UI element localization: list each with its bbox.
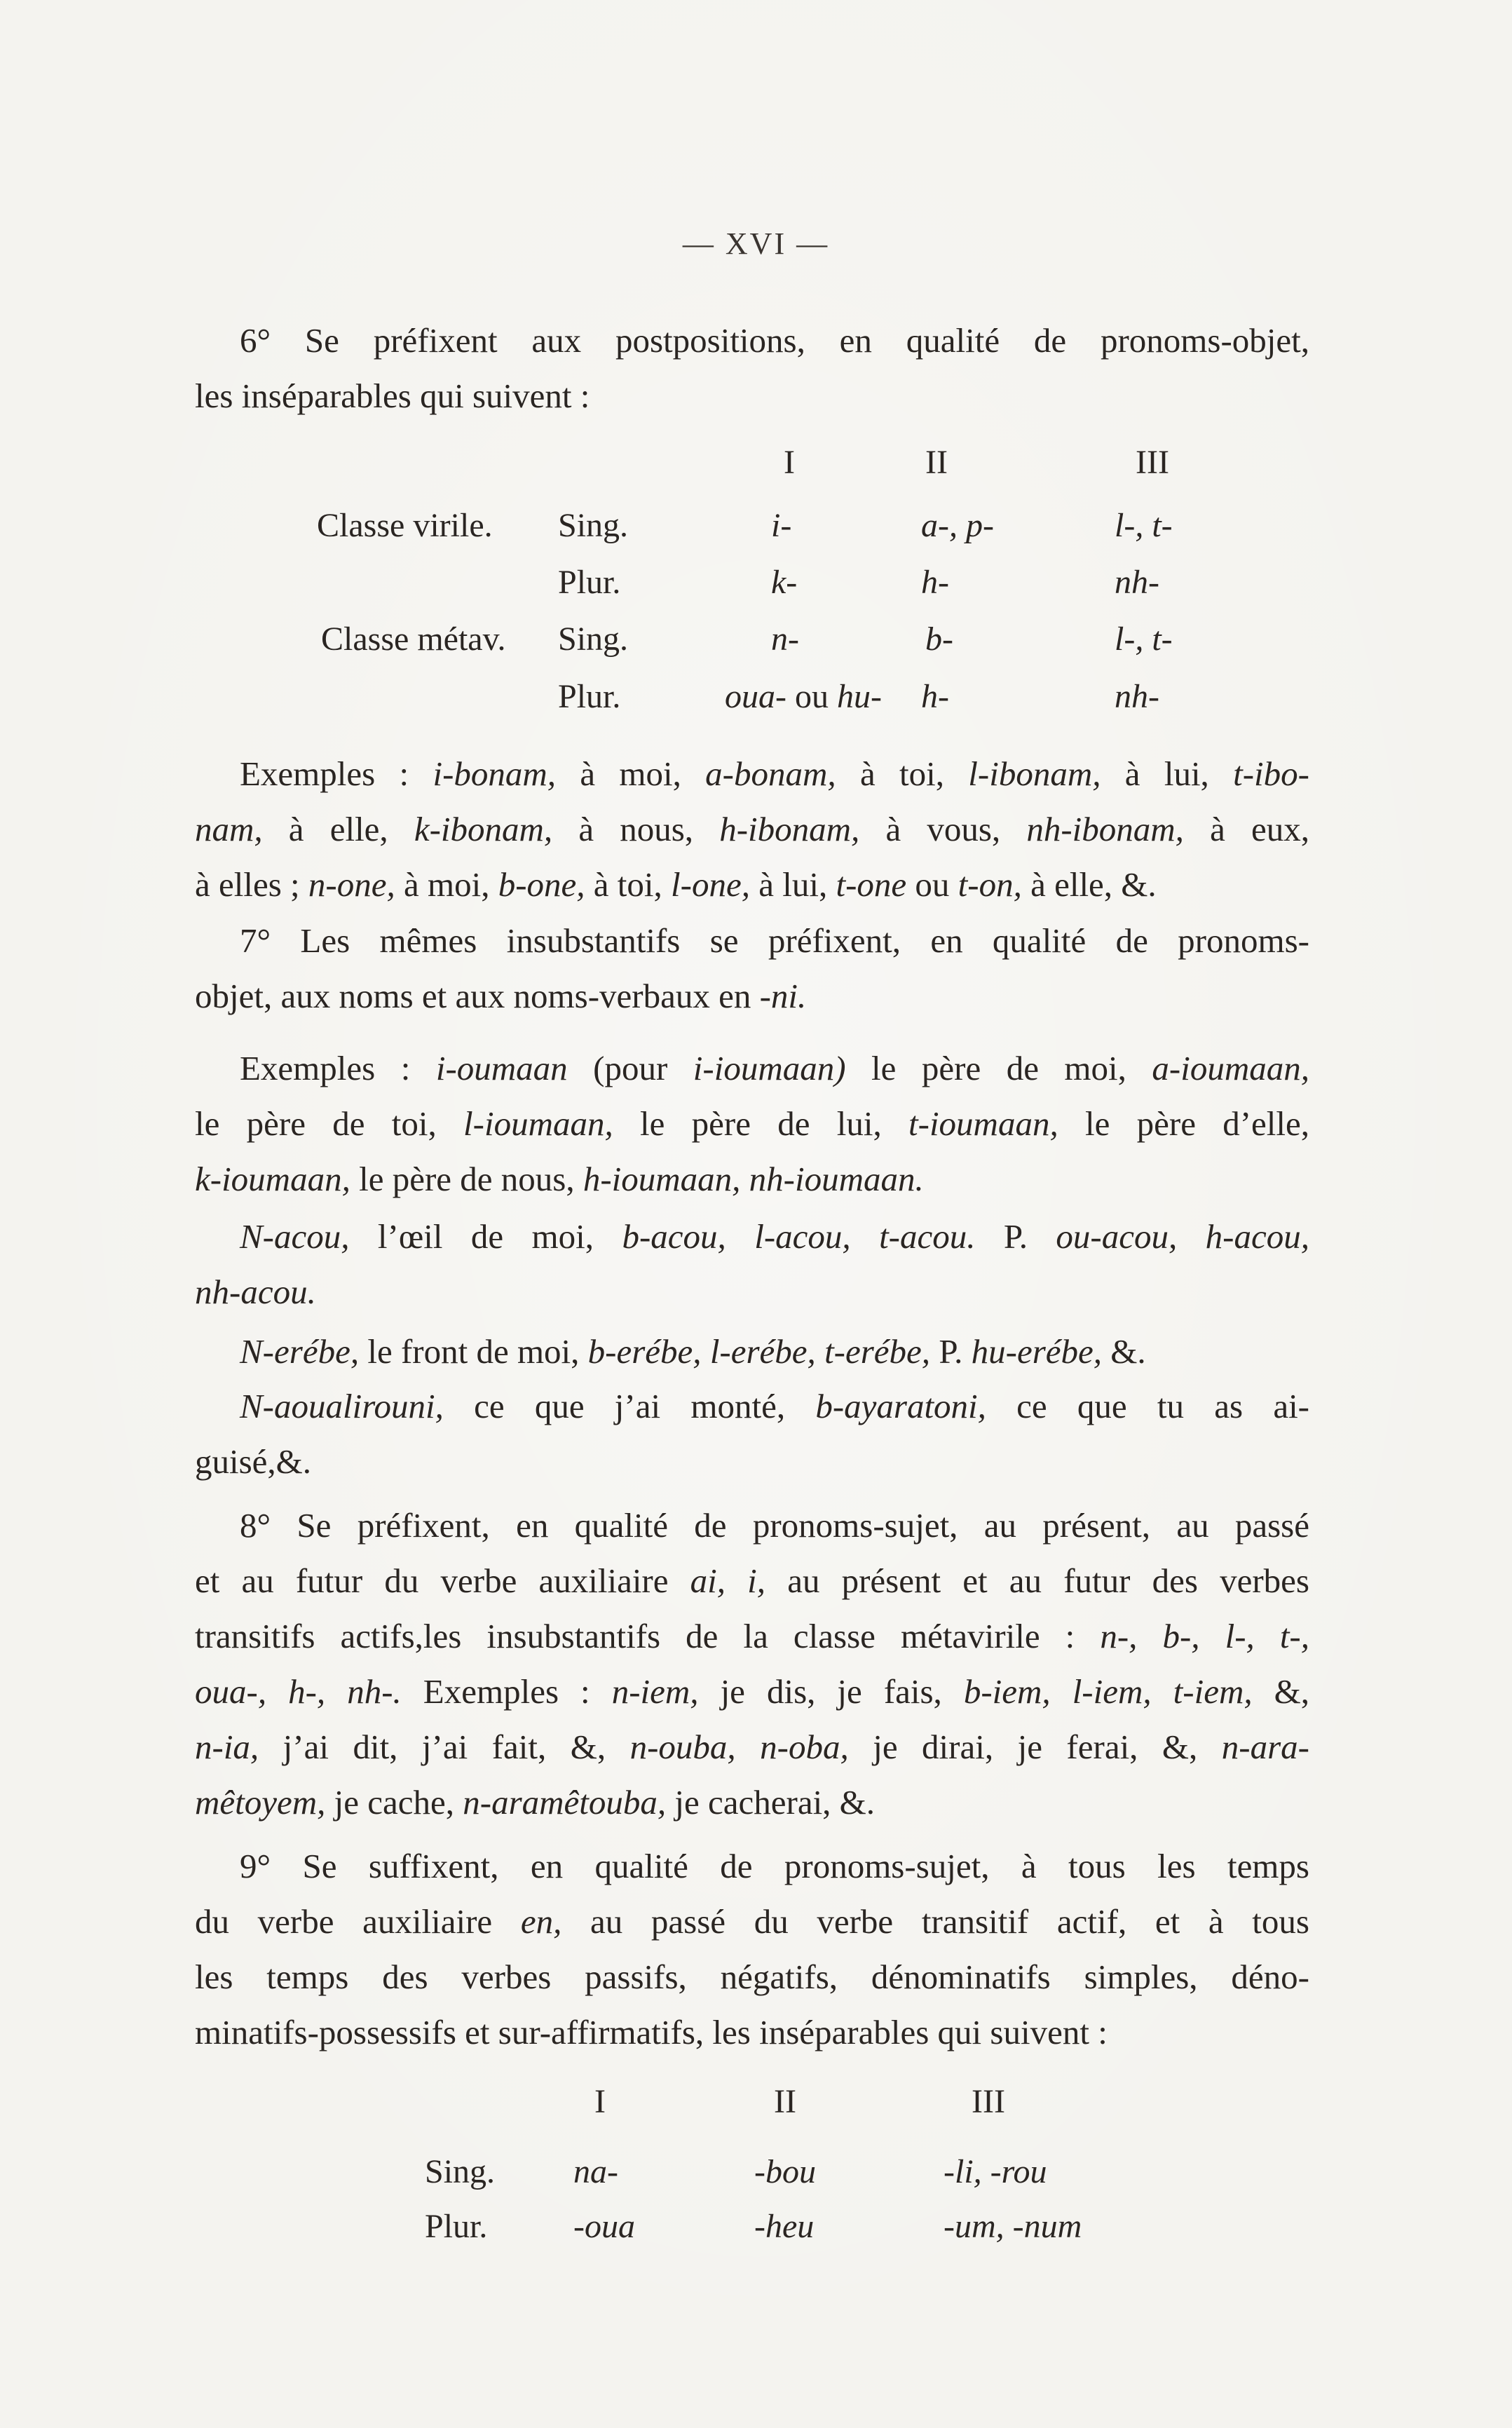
rule-8-paragraph (195, 1498, 1309, 1830)
table2-number-label: Sing. (425, 2153, 496, 2190)
text-segment: le père de toi, (195, 1104, 464, 1143)
italic-segment: k-ioumaan, (195, 1160, 350, 1198)
text-segment: à toi, (585, 865, 672, 904)
table1-cell: l-, t- (1115, 620, 1173, 658)
nerebe-paragraph (195, 1324, 1309, 1379)
table1-cell: n- (771, 620, 799, 658)
italic-segment: l-ioumaan, (463, 1104, 613, 1143)
italic-segment: i-ioumaan) (693, 1049, 846, 1087)
text-line (195, 1949, 1309, 2005)
text-segment: l’œil de moi, (349, 1217, 622, 1256)
text-segment: ou (786, 678, 837, 715)
text-segment: guisé,&. (195, 1442, 312, 1481)
table1-cell: i- (771, 507, 792, 544)
italic-segment: hu-erébe, (971, 1332, 1103, 1371)
italic-segment: t-on, (958, 865, 1022, 904)
table2-cell: -heu (754, 2208, 815, 2245)
examples-7-paragraph (195, 1040, 1309, 1207)
page-number: — XVI — (682, 226, 830, 261)
text-line (195, 1040, 1309, 1096)
italic-segment: b-ayaratoni, (815, 1387, 986, 1425)
text-segment: je cacherai, &. (666, 1783, 876, 1822)
text-segment: ou (906, 865, 958, 904)
table1-number-label: Plur. (558, 678, 621, 715)
text-segment: ce que tu as ai- (986, 1387, 1309, 1425)
text-segment: à moi, (395, 865, 498, 904)
italic-segment: nh-acou. (195, 1273, 316, 1311)
italic-segment: N-erébe, (240, 1332, 360, 1371)
table1-cell: nh- (1115, 564, 1159, 601)
italic-segment: N-aoualirouni, (240, 1387, 444, 1425)
table1-cell: l-, t- (1115, 507, 1173, 544)
table2-cell: -li, -rou (944, 2153, 1047, 2190)
text-segment: &. (1102, 1332, 1146, 1371)
italic-segment: ai, i, (690, 1561, 766, 1600)
italic-segment: t-acou. (879, 1217, 976, 1256)
table2-cell: -bou (754, 2153, 816, 2190)
text-line (195, 1608, 1309, 1664)
text-line (195, 857, 1309, 912)
table1-cell (725, 677, 882, 716)
text-segment (1177, 1217, 1205, 1256)
italic-segment: nam, (195, 810, 263, 848)
text-line (195, 1498, 1309, 1553)
text-segment: 6° Se préfixent aux postpositions, en qualité de pronoms-objet, (240, 321, 1309, 360)
text-line (195, 1324, 1309, 1379)
text-line (195, 1434, 1309, 1489)
text-segment: à nous, (552, 810, 720, 848)
text-segment: les inséparables qui suivent : (195, 377, 590, 415)
text-line (195, 1209, 1309, 1264)
italic-segment: l-ibonam, (968, 754, 1101, 793)
italic-segment: n-iem, (611, 1672, 699, 1711)
text-segment: 9° Se suffixent, en qualité de pronoms-sujet, à tous les temps (240, 1847, 1309, 1885)
italic-segment: t-ibo- (1233, 754, 1309, 793)
text-segment: le père de lui, (613, 1104, 909, 1143)
italic-segment: b-erébe, (587, 1332, 702, 1371)
table2-col-header-i: I (594, 2083, 606, 2120)
italic-segment: l-one, (671, 865, 750, 904)
italic-segment: b-one, (498, 865, 585, 904)
text-segment (740, 1160, 749, 1198)
nacou-paragraph (195, 1209, 1309, 1320)
table1-col-header-ii: II (925, 444, 948, 481)
text-line (195, 1894, 1309, 1949)
rule-7-paragraph (195, 913, 1309, 1024)
text-segment: au présent et au futur des verbes (765, 1561, 1309, 1600)
italic-segment: N-acou, (240, 1217, 350, 1256)
italic-segment: a-bonam, (705, 754, 836, 793)
text-line (195, 746, 1309, 801)
italic-segment: i-oumaan (435, 1049, 568, 1087)
text-segment: du verbe auxiliaire (195, 1902, 521, 1941)
text-segment: à eux, (1183, 810, 1309, 848)
text-line (195, 2005, 1309, 2060)
text-line (195, 1719, 1309, 1775)
text-segment: à lui, (749, 865, 836, 904)
italic-segment: t-one (836, 865, 907, 904)
text-line (195, 1775, 1309, 1830)
table2-cell: -oua (573, 2208, 635, 2245)
text-segment (851, 1217, 879, 1256)
italic-segment: ou-acou, (1056, 1217, 1178, 1256)
italic-segment: t-ioumaan, (908, 1104, 1058, 1143)
table2-cell: -um, -num (944, 2208, 1082, 2245)
table2-number-label: Plur. (425, 2208, 488, 2245)
italic-segment: oua-, h-, nh-. (195, 1672, 402, 1711)
italic-segment: b-acou, (622, 1217, 726, 1256)
text-segment: &, (1252, 1672, 1309, 1711)
text-segment: je dis, je fais, (698, 1672, 964, 1711)
text-segment: (pour (567, 1049, 693, 1087)
text-line (195, 368, 1309, 423)
table1-class-label: Classe virile. (317, 507, 493, 544)
text-line (195, 801, 1309, 857)
text-segment: minatifs-possessifs et sur-affirmatifs, les inséparables qui suivent : (195, 2013, 1108, 2051)
text-segment: à elles ; (195, 865, 308, 904)
italic-segment: hu- (836, 678, 882, 715)
text-segment: P. (930, 1332, 972, 1371)
text-segment: je cache, (325, 1783, 463, 1822)
table2-cell: na- (573, 2153, 618, 2190)
text-segment: le père de nous, (350, 1160, 583, 1198)
text-segment: à lui, (1101, 754, 1234, 793)
text-segment: je dirai, je ferai, &, (848, 1728, 1222, 1766)
italic-segment: l-acou, (754, 1217, 851, 1256)
text-line (195, 1096, 1309, 1151)
text-segment: et au futur du verbe auxiliaire (195, 1561, 690, 1600)
table1-cell: b- (925, 620, 953, 658)
text-segment: à elle, (262, 810, 414, 848)
table1-cell: h- (921, 678, 949, 715)
text-segment: 8° Se préfixent, en qualité de pronoms-sujet, au présent, au passé (240, 1506, 1309, 1545)
italic-segment: n-aramêtouba, (463, 1783, 667, 1822)
italic-segment: k-ibonam, (414, 810, 553, 848)
text-segment: les temps des verbes passifs, négatifs, dénominatifs simples, déno- (195, 1958, 1309, 1996)
text-line (195, 1553, 1309, 1608)
text-segment: le père de moi, (845, 1049, 1152, 1087)
italic-segment: i-bonam, (433, 754, 557, 793)
text-segment: Exemples : (401, 1672, 612, 1711)
text-line (195, 313, 1309, 368)
text-line (195, 1151, 1309, 1207)
text-segment: 7° Les mêmes insubstantifs se préfixent, en qualité de pronoms- (240, 921, 1309, 960)
rule-6-paragraph (195, 313, 1309, 423)
italic-segment: nh-ioumaan. (749, 1160, 924, 1198)
italic-segment: l-erébe, (709, 1332, 816, 1371)
text-segment: à moi, (556, 754, 706, 793)
text-segment (726, 1217, 754, 1256)
text-segment: au passé du verbe transitif actif, et à tous (561, 1902, 1309, 1941)
italic-segment: n-ouba, n-oba, (629, 1728, 849, 1766)
examples-6-paragraph (195, 746, 1309, 912)
text-segment: P. (975, 1217, 1056, 1256)
table1-cell: k- (771, 564, 798, 601)
italic-segment: n-ara- (1221, 1728, 1309, 1766)
table1-cell: nh- (1115, 678, 1159, 715)
text-segment (816, 1332, 824, 1371)
italic-segment: mêtoyem, (195, 1783, 326, 1822)
text-line (195, 1838, 1309, 1894)
italic-segment: n-ia, (195, 1728, 259, 1766)
text-segment: j’ai dit, j’ai fait, &, (259, 1728, 630, 1766)
table1-number-label: Sing. (558, 620, 629, 658)
italic-segment: -ni. (759, 977, 807, 1015)
text-segment: le père d’elle, (1058, 1104, 1309, 1143)
text-segment: à elle, &. (1021, 865, 1157, 904)
text-segment (702, 1332, 710, 1371)
italic-segment: b-iem, l-iem, t-iem, (963, 1672, 1253, 1711)
italic-segment: h-ibonam, (719, 810, 860, 848)
naoualirouni-paragraph (195, 1378, 1309, 1489)
text-segment: ce que j’ai monté, (443, 1387, 816, 1425)
italic-segment: h-ioumaan, (583, 1160, 741, 1198)
table1-col-header-i: I (784, 444, 795, 481)
text-segment: à toi, (836, 754, 969, 793)
text-line (195, 1264, 1309, 1320)
text-line (195, 1378, 1309, 1434)
text-segment: objet, aux noms et aux noms-verbaux en (195, 977, 760, 1015)
table1-number-label: Plur. (558, 564, 621, 601)
text-segment: à vous, (859, 810, 1027, 848)
text-segment: transitifs actifs,les insubstantifs de la classe métavirile : (195, 1617, 1101, 1655)
rule-9-paragraph (195, 1838, 1309, 2060)
table2-col-header-iii: III (972, 2083, 1005, 2120)
table1-col-header-iii: III (1136, 444, 1169, 481)
italic-segment: nh-ibonam, (1026, 810, 1184, 848)
italic-segment: n-one, (308, 865, 395, 904)
italic-segment: en, (520, 1902, 562, 1941)
italic-segment: oua- (725, 678, 786, 715)
text-segment: Exemples : (240, 1049, 436, 1087)
text-line (195, 1664, 1309, 1719)
text-line (195, 968, 1309, 1024)
table2-col-header-ii: II (774, 2083, 796, 2120)
table1-number-label: Sing. (558, 507, 629, 544)
italic-segment: n-, b-, l-, t-, (1100, 1617, 1309, 1655)
table1-cell: h- (921, 564, 949, 601)
text-segment: le front de moi, (359, 1332, 588, 1371)
text-line (195, 913, 1309, 968)
text-segment: Exemples : (240, 754, 433, 793)
italic-segment: h-acou, (1205, 1217, 1309, 1256)
table1-cell: a-, p- (921, 507, 994, 544)
italic-segment: a-ioumaan, (1152, 1049, 1309, 1087)
italic-segment: t-erébe, (824, 1332, 931, 1371)
table1-class-label: Classe métav. (321, 620, 506, 658)
